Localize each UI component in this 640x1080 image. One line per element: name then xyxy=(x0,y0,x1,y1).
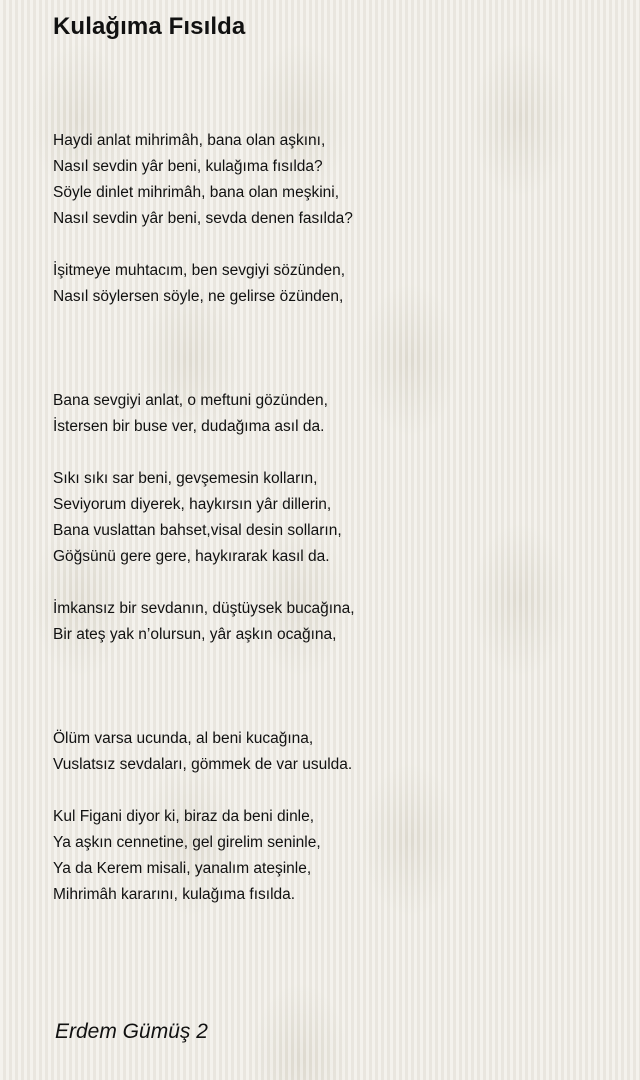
poem-author: Erdem Gümüş 2 xyxy=(55,1020,208,1043)
stanza-gap xyxy=(53,310,613,388)
stanza-gap xyxy=(53,570,613,596)
poem-line: Söyle dinlet mihrimâh, bana olan meşkini, xyxy=(53,184,340,201)
stanza-gap xyxy=(53,232,613,258)
poem-line: Kul Figani diyor ki, biraz da beni dinle, xyxy=(53,808,315,825)
poem-line: Ölüm varsa ucunda, al beni kucağına, xyxy=(53,730,314,747)
poem-line: Mihrimâh kararını, kulağıma fısılda. xyxy=(53,886,296,903)
stanza xyxy=(53,804,613,908)
poem-line: Göğsünü gere gere, haykırarak kasıl da. xyxy=(53,548,330,565)
poem-line: Bana sevgiyi anlat, o meftuni gözünden, xyxy=(53,392,328,409)
poem-line: Haydi anlat mihrimâh, bana olan aşkını, xyxy=(53,132,326,149)
stanza xyxy=(53,128,613,232)
stanza xyxy=(53,258,613,310)
stanza xyxy=(53,388,613,440)
stanza xyxy=(53,596,613,648)
poem-line: Bana vuslattan bahset,visal desin solların, xyxy=(53,522,342,539)
poem-line: İmkansız bir sevdanın, düştüysek bucağına, xyxy=(53,600,355,617)
poem-line: Bir ateş yak n’olursun, yâr aşkın ocağına, xyxy=(53,626,337,643)
poem-line: Nasıl söylersen söyle, ne gelirse özünden, xyxy=(53,288,344,305)
stanza xyxy=(53,726,613,778)
poem-line: Ya da Kerem misali, yanalım ateşinle, xyxy=(53,860,312,877)
stanza-gap xyxy=(53,648,613,726)
stanza-gap xyxy=(53,440,613,466)
poem-line: Nasıl sevdin yâr beni, kulağıma fısılda? xyxy=(53,158,323,175)
poem-title: Kulağıma Fısılda xyxy=(53,13,246,40)
poem-line: Sıkı sıkı sar beni, gevşemesin kolların, xyxy=(53,470,318,487)
poem-line: İşitmeye muhtacım, ben sevgiyi sözünden, xyxy=(53,262,346,279)
stanza-gap xyxy=(53,778,613,804)
poem-body xyxy=(53,128,613,908)
poem-line: Nasıl sevdin yâr beni, sevda denen fasılda? xyxy=(53,210,353,227)
poem-line: İstersen bir buse ver, dudağıma asıl da. xyxy=(53,418,325,435)
stanza xyxy=(53,466,613,570)
poem-line: Vuslatsız sevdaları, gömmek de var usulda. xyxy=(53,756,353,773)
poem-line: Seviyorum diyerek, haykırsın yâr dillerin, xyxy=(53,496,332,513)
poem-line: Ya aşkın cennetine, gel girelim seninle, xyxy=(53,834,321,851)
